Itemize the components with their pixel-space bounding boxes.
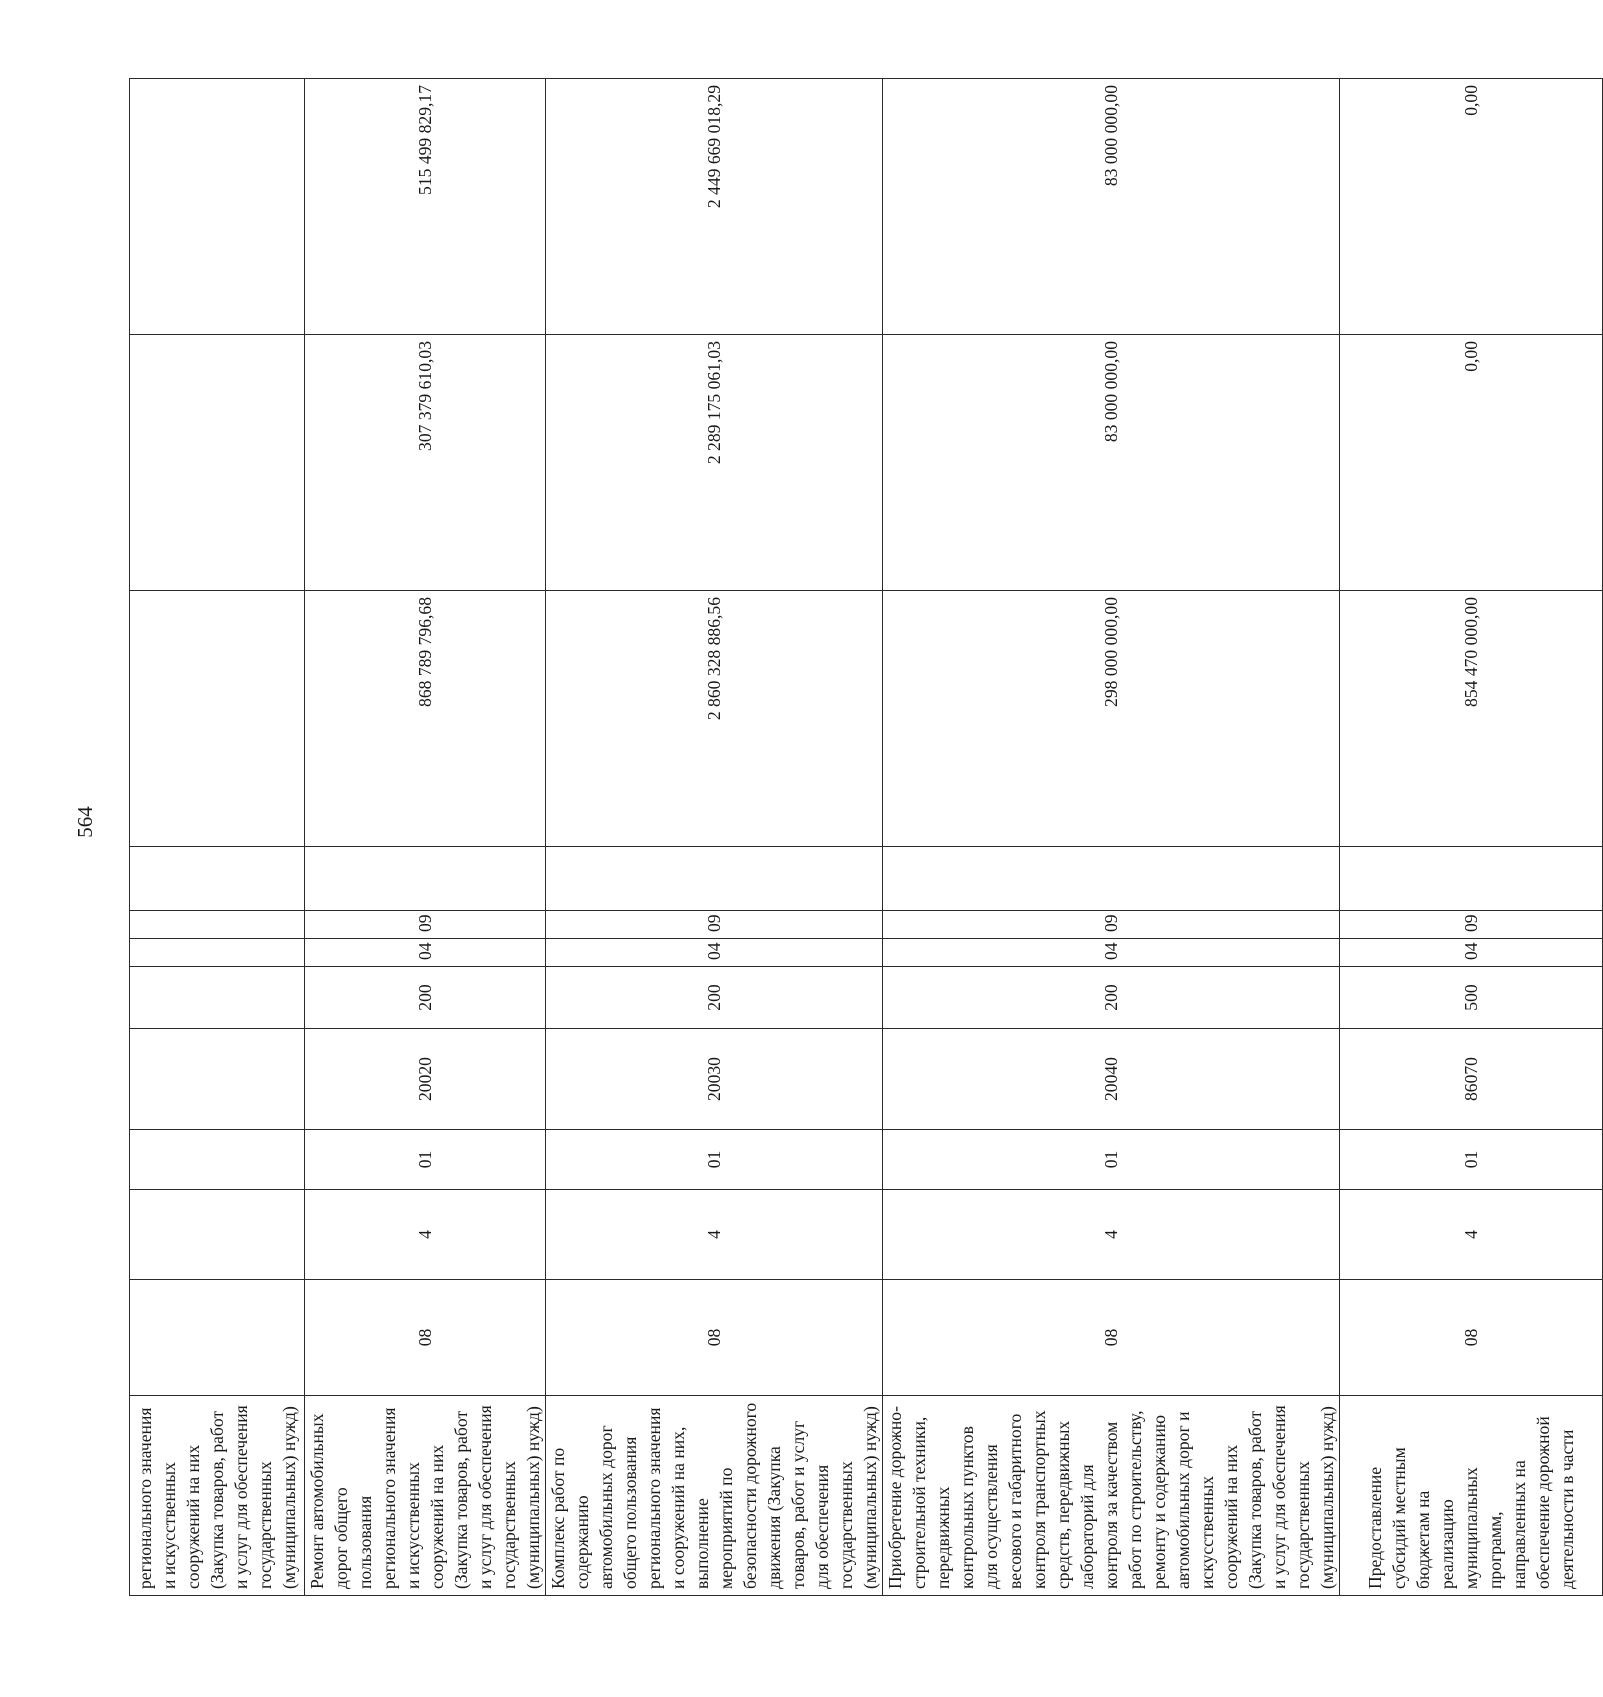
- cell-code: 08: [546, 1280, 883, 1396]
- table-row: [305, 79, 546, 1596]
- cell-amount: 2 289 175 061,03: [546, 335, 883, 591]
- cell-amount: 298 000 000,00: [883, 591, 1340, 847]
- cell-code: 01: [1340, 1130, 1603, 1190]
- table-row: [883, 79, 1340, 1596]
- cell-code: 86070: [1340, 1029, 1603, 1130]
- cell-code: 08: [1340, 1280, 1603, 1396]
- cell-code: 09: [546, 911, 883, 939]
- row-description: Ремонт автомобильных дорог общего пользования регионального значения и искусственных сооружений на них (Закупка товаров, работ и услуг для обеспечения государственных (муниципальных) нужд): [305, 1396, 546, 1596]
- cell-code: 08: [305, 1280, 546, 1396]
- cell-code: [130, 1029, 305, 1130]
- cell-amount: [130, 591, 305, 847]
- row-description: Приобретение дорожно-строительной техники, передвижных контрольных пунктов для осуществления весового и габаритного контроля транспортных средств, передвижных лабораторий для контроля за качеством работ по строительству, ремонту и содержанию автомобильных дорог и искусственных сооружений на них (Закупка товаров, работ и услуг для обеспечения государственных (муниципальных) нужд): [883, 1396, 1340, 1596]
- table-row: [130, 79, 305, 1596]
- cell-code: 4: [305, 1190, 546, 1280]
- cell-code: 20030: [546, 1029, 883, 1130]
- cell-amount: 83 000 000,00: [883, 79, 1340, 335]
- cell-amount: 2 449 669 018,29: [546, 79, 883, 335]
- cell-code: 200: [546, 967, 883, 1029]
- cell-code: [883, 847, 1340, 911]
- cell-code: 20020: [305, 1029, 546, 1130]
- cell-amount: 868 789 796,68: [305, 591, 546, 847]
- cell-code: [130, 939, 305, 967]
- cell-code: 08: [883, 1280, 1340, 1396]
- cell-code: 04: [1340, 939, 1603, 967]
- budget-table-rotated: [129, 79, 1577, 1596]
- cell-code: 20040: [883, 1029, 1340, 1130]
- cell-code: 01: [546, 1130, 883, 1190]
- cell-amount: [130, 79, 305, 335]
- cell-code: 4: [1340, 1190, 1603, 1280]
- cell-code: 500: [1340, 967, 1603, 1029]
- cell-code: 4: [546, 1190, 883, 1280]
- cell-amount: 2 860 328 886,56: [546, 591, 883, 847]
- cell-code: 01: [883, 1130, 1340, 1190]
- cell-code: [130, 911, 305, 939]
- cell-code: [130, 1130, 305, 1190]
- cell-code: 04: [305, 939, 546, 967]
- table-row: [546, 79, 883, 1596]
- row-description: регионального значения и искусственных сооружений на них (Закупка товаров, работ и услуг для обеспечения государственных (муниципальных) нужд): [130, 1396, 305, 1596]
- cell-amount: 83 000 000,00: [883, 335, 1340, 591]
- cell-code: 04: [546, 939, 883, 967]
- cell-code: [546, 847, 883, 911]
- cell-amount: 307 379 610,03: [305, 335, 546, 591]
- cell-amount: 515 499 829,17: [305, 79, 546, 335]
- cell-code: [1340, 847, 1603, 911]
- budget-table: [129, 78, 1603, 1596]
- cell-code: 4: [883, 1190, 1340, 1280]
- cell-code: [130, 1280, 305, 1396]
- row-description: Предоставление субсидий местным бюджетам на реализацию муниципальных программ, направленных на обеспечение дорожной деятельности в части: [1340, 1396, 1603, 1596]
- cell-code: 09: [305, 911, 546, 939]
- cell-code: [130, 1190, 305, 1280]
- cell-code: 04: [883, 939, 1340, 967]
- cell-code: 200: [305, 967, 546, 1029]
- cell-code: [130, 967, 305, 1029]
- cell-code: 01: [305, 1130, 546, 1190]
- row-description: Комплекс работ по содержанию автомобильных дорог общего пользования регионального значения и сооружений на них, выполнение мероприятий по безопасности дорожного движения (Закупка товаров, работ и услуг для обеспечения государственных (муниципальных) нужд): [546, 1396, 883, 1596]
- cell-code: 09: [883, 911, 1340, 939]
- cell-code: [305, 847, 546, 911]
- cell-code: 200: [883, 967, 1340, 1029]
- cell-amount: 0,00: [1340, 335, 1603, 591]
- cell-code: 09: [1340, 911, 1603, 939]
- page-number: 564: [73, 806, 97, 838]
- cell-amount: 854 470 000,00: [1340, 591, 1603, 847]
- cell-code: [130, 847, 305, 911]
- table-row: [1340, 79, 1603, 1596]
- cell-amount: 0,00: [1340, 79, 1603, 335]
- cell-amount: [130, 335, 305, 591]
